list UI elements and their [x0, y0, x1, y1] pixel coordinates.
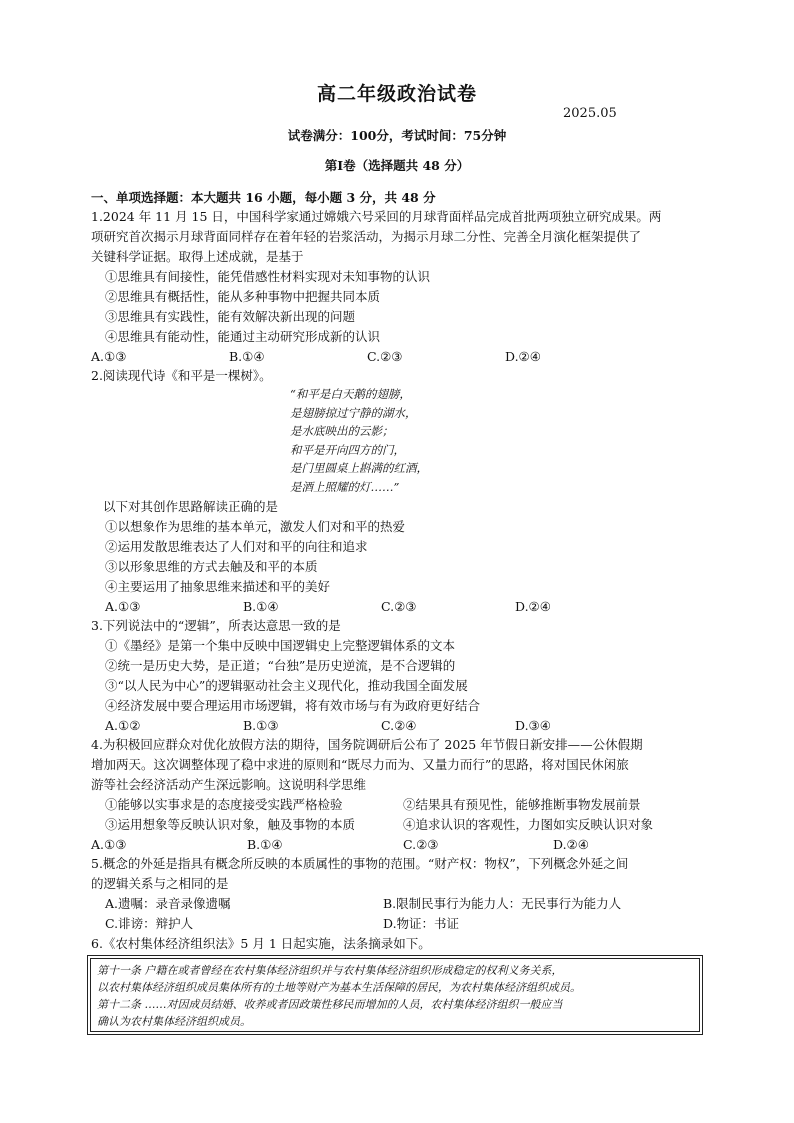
option-d[interactable]: D.③④: [515, 718, 551, 733]
statement-row: [91, 815, 711, 835]
question-stem-line: 关键科学证据。取得上述成就，是基于: [91, 249, 304, 264]
option-b[interactable]: B.①④: [229, 349, 265, 364]
statement-item: ②思维具有概括性，能从多种事物中把握共同本质: [105, 289, 381, 304]
poem-quote: [290, 385, 490, 496]
section-heading: 一、单项选择题：本大题共 16 小题，每小题 3 分，共 48 分: [91, 190, 436, 205]
statement-item: ④经济发展中要合理运用市场逻辑，将有效市场与有为政府更好结合: [105, 698, 481, 713]
statement-item: ①以想象作为思维的基本单元，激发人们对和平的热爱: [105, 519, 406, 534]
question-stem-line: 的逻辑关系与之相同的是: [91, 876, 229, 891]
page-title: 高二年级政治试卷: [316, 83, 477, 105]
law-excerpt-line: 第十一条 户籍在或者曾经在农村集体经济组织并与农村集体经济组织形成稳定的权利义务关系，: [97, 964, 563, 977]
question-stem-line: 4.为积极回应群众对优化放假方法的期待，国务院调研后公布了 2025 年节假日新安排——公休假期: [91, 737, 643, 752]
answer-options: [91, 894, 711, 914]
question-2-body: [91, 497, 711, 617]
question-stem-line: 项研究首次揭示月球背面同样存在着年轻的岩浆活动，为揭示月球二分性、完善全月演化框架提供了: [91, 229, 642, 244]
law-excerpt-box: [90, 958, 700, 1032]
exam-meta: 试卷满分：100分，考试时间：75分钟: [287, 128, 507, 143]
option-a[interactable]: A.①③: [105, 599, 141, 614]
statement-item: ③以形象思维的方式去触及和平的本质: [105, 559, 318, 574]
statement-row: [91, 795, 711, 815]
option-c[interactable]: C.②③: [403, 837, 439, 852]
option-c[interactable]: C.②③: [367, 349, 403, 364]
option-b[interactable]: B.①③: [243, 718, 279, 733]
statement-item: ③思维具有实践性，能有效解决新出现的问题: [105, 309, 356, 324]
option-b[interactable]: B.①④: [247, 837, 283, 852]
question-3: [91, 616, 711, 736]
option-c[interactable]: C.②③: [381, 599, 417, 614]
law-excerpt-line: 以农村集体经济组织成员集体所有的土地等财产为基本生活保障的居民，为农村集体经济组织成员。: [97, 981, 581, 994]
law-excerpt-line: 确认为农村集体经济组织成员。: [97, 1015, 251, 1028]
option-a[interactable]: A.遗嘱：录音录像遗嘱: [105, 896, 231, 911]
option-a[interactable]: A.①③: [91, 837, 127, 852]
option-d[interactable]: D.物证：书证: [383, 916, 460, 931]
question-6: [91, 934, 711, 954]
question-4: [91, 735, 711, 855]
question-stem-line: 1.2024 年 11 月 15 日，中国科学家通过嫦娥六号采回的月球背面样品完成首批两项独立研究成果。两: [91, 209, 662, 224]
statement-item: ①能够以实事求是的态度接受实践严格检验: [105, 797, 343, 812]
option-a[interactable]: A.①②: [105, 718, 141, 733]
law-excerpt-line: 第十二条 ……对因成员结婚、收养或者因政策性移民而增加的人员，农村集体经济组织一般应当: [97, 998, 563, 1011]
question-5: [91, 854, 711, 934]
poem-line: 是酒上照耀的灯……”: [290, 479, 400, 494]
option-b[interactable]: B.①④: [243, 599, 279, 614]
answer-options: [91, 835, 711, 855]
poem-line: “和平是白天鹅的翅膀，: [290, 387, 411, 401]
answer-options: [91, 347, 711, 367]
question-1: [91, 207, 711, 367]
statement-item: ②统一是历史大势，是正道；“台独”是历史逆流，是不合逻辑的: [105, 658, 456, 673]
option-c[interactable]: C.诽谤：辩护人: [105, 916, 194, 931]
question-2: [91, 366, 711, 386]
statement-item: ①《墨经》是第一个集中反映中国逻辑史上完整逻辑体系的文本: [105, 638, 456, 653]
statement-item: ④追求认识的客观性，力图如实反映认识对象: [403, 817, 654, 832]
statement-item: ③运用想象等反映认识对象，触及事物的本质: [105, 817, 356, 832]
statement-item: ④思维具有能动性，能通过主动研究形成新的认识: [105, 329, 381, 344]
answer-options: [91, 914, 711, 934]
question-stem-line: 增加两天。这次调整体现了稳中求进的原则和“既尽力而为、又量力而行”的思路，将对国民休闲旅: [91, 757, 629, 772]
statement-item: ②运用发散思维表达了人们对和平的向往和追求: [105, 539, 368, 554]
answer-options: [91, 716, 711, 736]
option-d[interactable]: D.②④: [553, 837, 589, 852]
statement-item: ②结果具有预见性，能够推断事物发展前景: [403, 797, 641, 812]
statement-item: ④主要运用了抽象思维来描述和平的美好: [105, 579, 331, 594]
option-b[interactable]: B.限制民事行为能力人：无民事行为能力人: [383, 896, 622, 911]
question-stem-line: 5.概念的外延是指具有概念所反映的本质属性的事物的范围。“财产权：物权”，下列概念外延之间: [91, 856, 629, 871]
question-stem-line: 游等社会经济活动产生深远影响。这说明科学思维: [91, 777, 367, 792]
question-stem: 6.《农村集体经济组织法》5 月 1 日起实施，法条摘录如下。: [91, 936, 431, 951]
poem-line: 是门里圆桌上斟满的红酒，: [290, 461, 428, 475]
question-stem: 3.下列说法中的“逻辑”，所表达意思一致的是: [91, 618, 341, 633]
option-c[interactable]: C.②④: [381, 718, 417, 733]
poem-line: 是水底映出的云影；: [290, 424, 394, 438]
part-heading: 第Ⅰ卷（选择题共 48 分）: [324, 158, 470, 173]
answer-options: [91, 597, 711, 617]
statement-item: ①思维具有间接性，能凭借感性材料实现对未知事物的认识: [105, 269, 431, 284]
poem-line: 和平是开向四方的门，: [290, 442, 405, 457]
exam-date: 2025.05: [563, 106, 617, 121]
poem-line: 是翅膀掠过宁静的湖水，: [290, 405, 417, 420]
option-a[interactable]: A.①③: [91, 349, 127, 364]
question-prompt: 以下对其创作思路解读正确的是: [103, 499, 279, 514]
option-d[interactable]: D.②④: [515, 599, 551, 614]
question-stem: 2.阅读现代诗《和平是一棵树》。: [91, 368, 272, 383]
statement-item: ③“以人民为中心”的逻辑驱动社会主义现代化，推动我国全面发展: [105, 678, 468, 693]
option-d[interactable]: D.②④: [505, 349, 541, 364]
